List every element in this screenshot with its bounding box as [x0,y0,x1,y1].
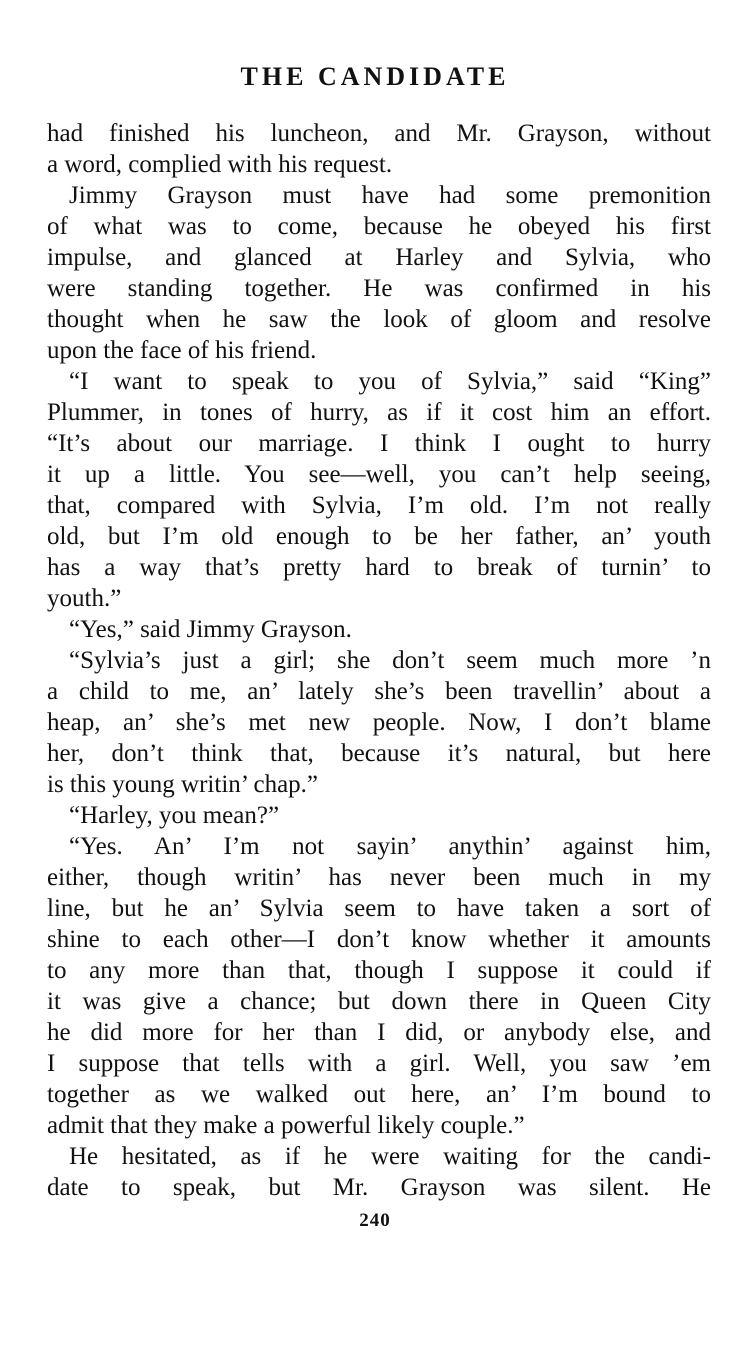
text-line: it was give a chance; but down there in Queen City [47,988,711,1015]
text-line: old, but I’m old enough to be her father, an’ youth [47,523,711,550]
text-line: that, compared with Sylvia, I’m old. I’m not really [47,492,711,519]
text-line: shine to each other—I don’t know whether it amounts [47,926,711,953]
text-line: her, don’t think that, because it’s natural, but here [47,740,711,767]
text-line: it up a little. You see—well, you can’t help seeing, [47,461,711,488]
text-line: “I want to speak to you of Sylvia,” said “King” [69,368,711,395]
text-line: I suppose that tells with a girl. Well, you saw ’em [47,1050,711,1077]
text-line: of what was to come, because he obeyed his first [47,213,711,240]
text-line: heap, an’ she’s met new people. Now, I don’t blame [47,709,711,736]
page-number: 240 [359,1210,391,1231]
text-line: has a way that’s pretty hard to break of turnin’ to [47,554,711,581]
text-line: a word, complied with his request. [47,151,393,178]
text-line: to any more than that, though I suppose it could if [47,957,711,984]
text-line: Jimmy Grayson must have had some premonition [69,182,711,209]
text-line: thought when he saw the look of gloom and resolve [47,306,711,333]
text-line: he did more for her than I did, or anybody else, and [47,1019,711,1046]
text-line: had finished his luncheon, and Mr. Grayson, without [47,120,711,147]
body-text [47,118,711,1203]
text-line: date to speak, but Mr. Grayson was silent. He [47,1174,711,1201]
text-line: “Yes,” said Jimmy Grayson. [69,616,352,643]
text-line: line, but he an’ Sylvia seem to have taken a sort of [47,895,711,922]
text-line: “Sylvia’s just a girl; she don’t seem much more ’n [69,647,711,674]
text-line: “Harley, you mean?” [69,802,280,829]
text-line: Plummer, in tones of hurry, as if it cost him an effort. [47,399,711,426]
text-line: together as we walked out here, an’ I’m bound to [47,1081,711,1108]
text-line: “It’s about our marriage. I think I ought to hurry [47,430,711,457]
text-line: youth.” [47,585,122,612]
running-head-title: THE CANDIDATE [240,62,510,91]
text-line: impulse, and glanced at Harley and Sylvia, who [47,244,711,271]
text-line: either, though writin’ has never been much in my [47,864,711,891]
text-line: upon the face of his friend. [47,337,317,364]
text-line: is this young writin’ chap.” [47,771,319,798]
text-line: He hesitated, as if he were waiting for the candi- [69,1143,711,1170]
text-line: were standing together. He was confirmed in his [47,275,711,302]
text-line: “Yes. An’ I’m not sayin’ anythin’ against him, [69,833,711,860]
text-line: a child to me, an’ lately she’s been travellin’ about a [47,678,711,705]
text-line: admit that they make a powerful likely couple.” [47,1112,525,1139]
